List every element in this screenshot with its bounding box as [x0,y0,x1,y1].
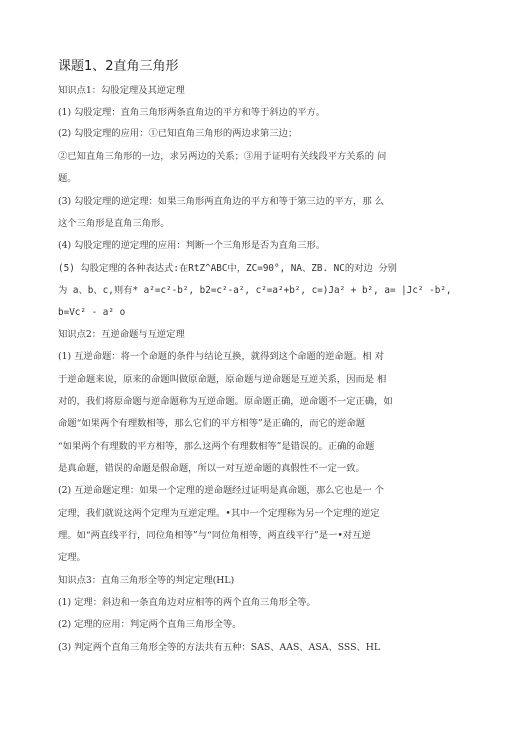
text-line: 题。 [58,173,77,184]
text-line: 定理，我们就说这两个定理为互逆定理。•其中一个定理称为另一个定理的逆定 [58,508,380,519]
text-line: 是真命题，错误的命题是假命题，所以一对互逆命题的真假性不一定一致。 [58,463,365,474]
text-line: (2) 定理的应用：判定两个直角三角形全等。 [58,619,242,630]
text-line: 定理。 [58,552,86,563]
text-line: 命题“如果两个有理数相等，那么它们的平方相等”是正确的，而它的逆命题 [58,418,366,429]
text-line: 这个三角形是直角三角形。 [58,218,170,229]
text-line: (2) 互逆命题定理：如果一个定理的逆命题经过证明是真命题，那么它也是一 个 [58,485,384,496]
formula-line: (5) 勾股定理的各种表达式:在RtZ^ABC中，ZC=90°, NA、ZB. NC的对边 分别 [58,263,397,274]
formula-line: b=Vc² - a² o [58,307,126,318]
text-line: (1) 勾股定理：直角三角形两条直角边的平方和等于斜边的平方。 [58,107,326,118]
text-line: (2) 勾股定理的应用：①已知直角三角形的两边求第三边； [58,128,298,139]
text-line: (3) 判定两个直角三角形全等的方法共有五种：SAS、AAS、ASA、SSS、HL [58,642,381,653]
formula-line: 为 a、b、c,则有* a²=c²-b², b2=c²-a², c²=a²+b², c=)Ja² + b², a= |Jc² -b², [58,285,452,296]
text-line: ②已知直角三角形的一边，求另两边的关系；③用于证明有关线段平方关系的 问 [58,151,387,162]
text-line: “如果两个有理数的平方相等，那么这两个有理数相等”是错误的。正确的命题 [58,441,375,452]
text-line: (4) 勾股定理的逆定理的应用：判断一个三角形是否为直角三形。 [58,240,326,251]
section-heading-2: 知识点2：互逆命题与互逆定理 [58,329,185,340]
section-heading-3: 知识点3：直角三角形全等的判定定理(HL) [58,575,235,586]
text-line: 于逆命题来说，原来的命题叫做原命题，原命题与逆命题是互逆关系，因而是 相 [58,374,387,385]
page-title: 课题1、2直角三角形 [58,59,179,74]
text-line: 理。如“两直线平行，同位角相等”与“同位角相等，两直线平行”是一•对互逆 [58,530,371,541]
text-line: (3) 勾股定理的逆定理：如果三角形两直角边的平方和等于第三边的平方，那 么 [58,196,384,207]
section-heading-1: 知识点1：勾股定理及其逆定理 [58,85,185,96]
text-line: 对的，我们将原命题与逆命题称为互逆命题。原命题正确，逆命题不一定正确，如 [58,396,393,407]
text-line: (1) 互逆命题：将一个命题的条件与结论互换，就得到这个命题的逆命题。相 对 [58,351,384,362]
text-line: (1) 定理：斜边和一条直角边对应相等的两个直角三角形全等。 [58,597,316,608]
